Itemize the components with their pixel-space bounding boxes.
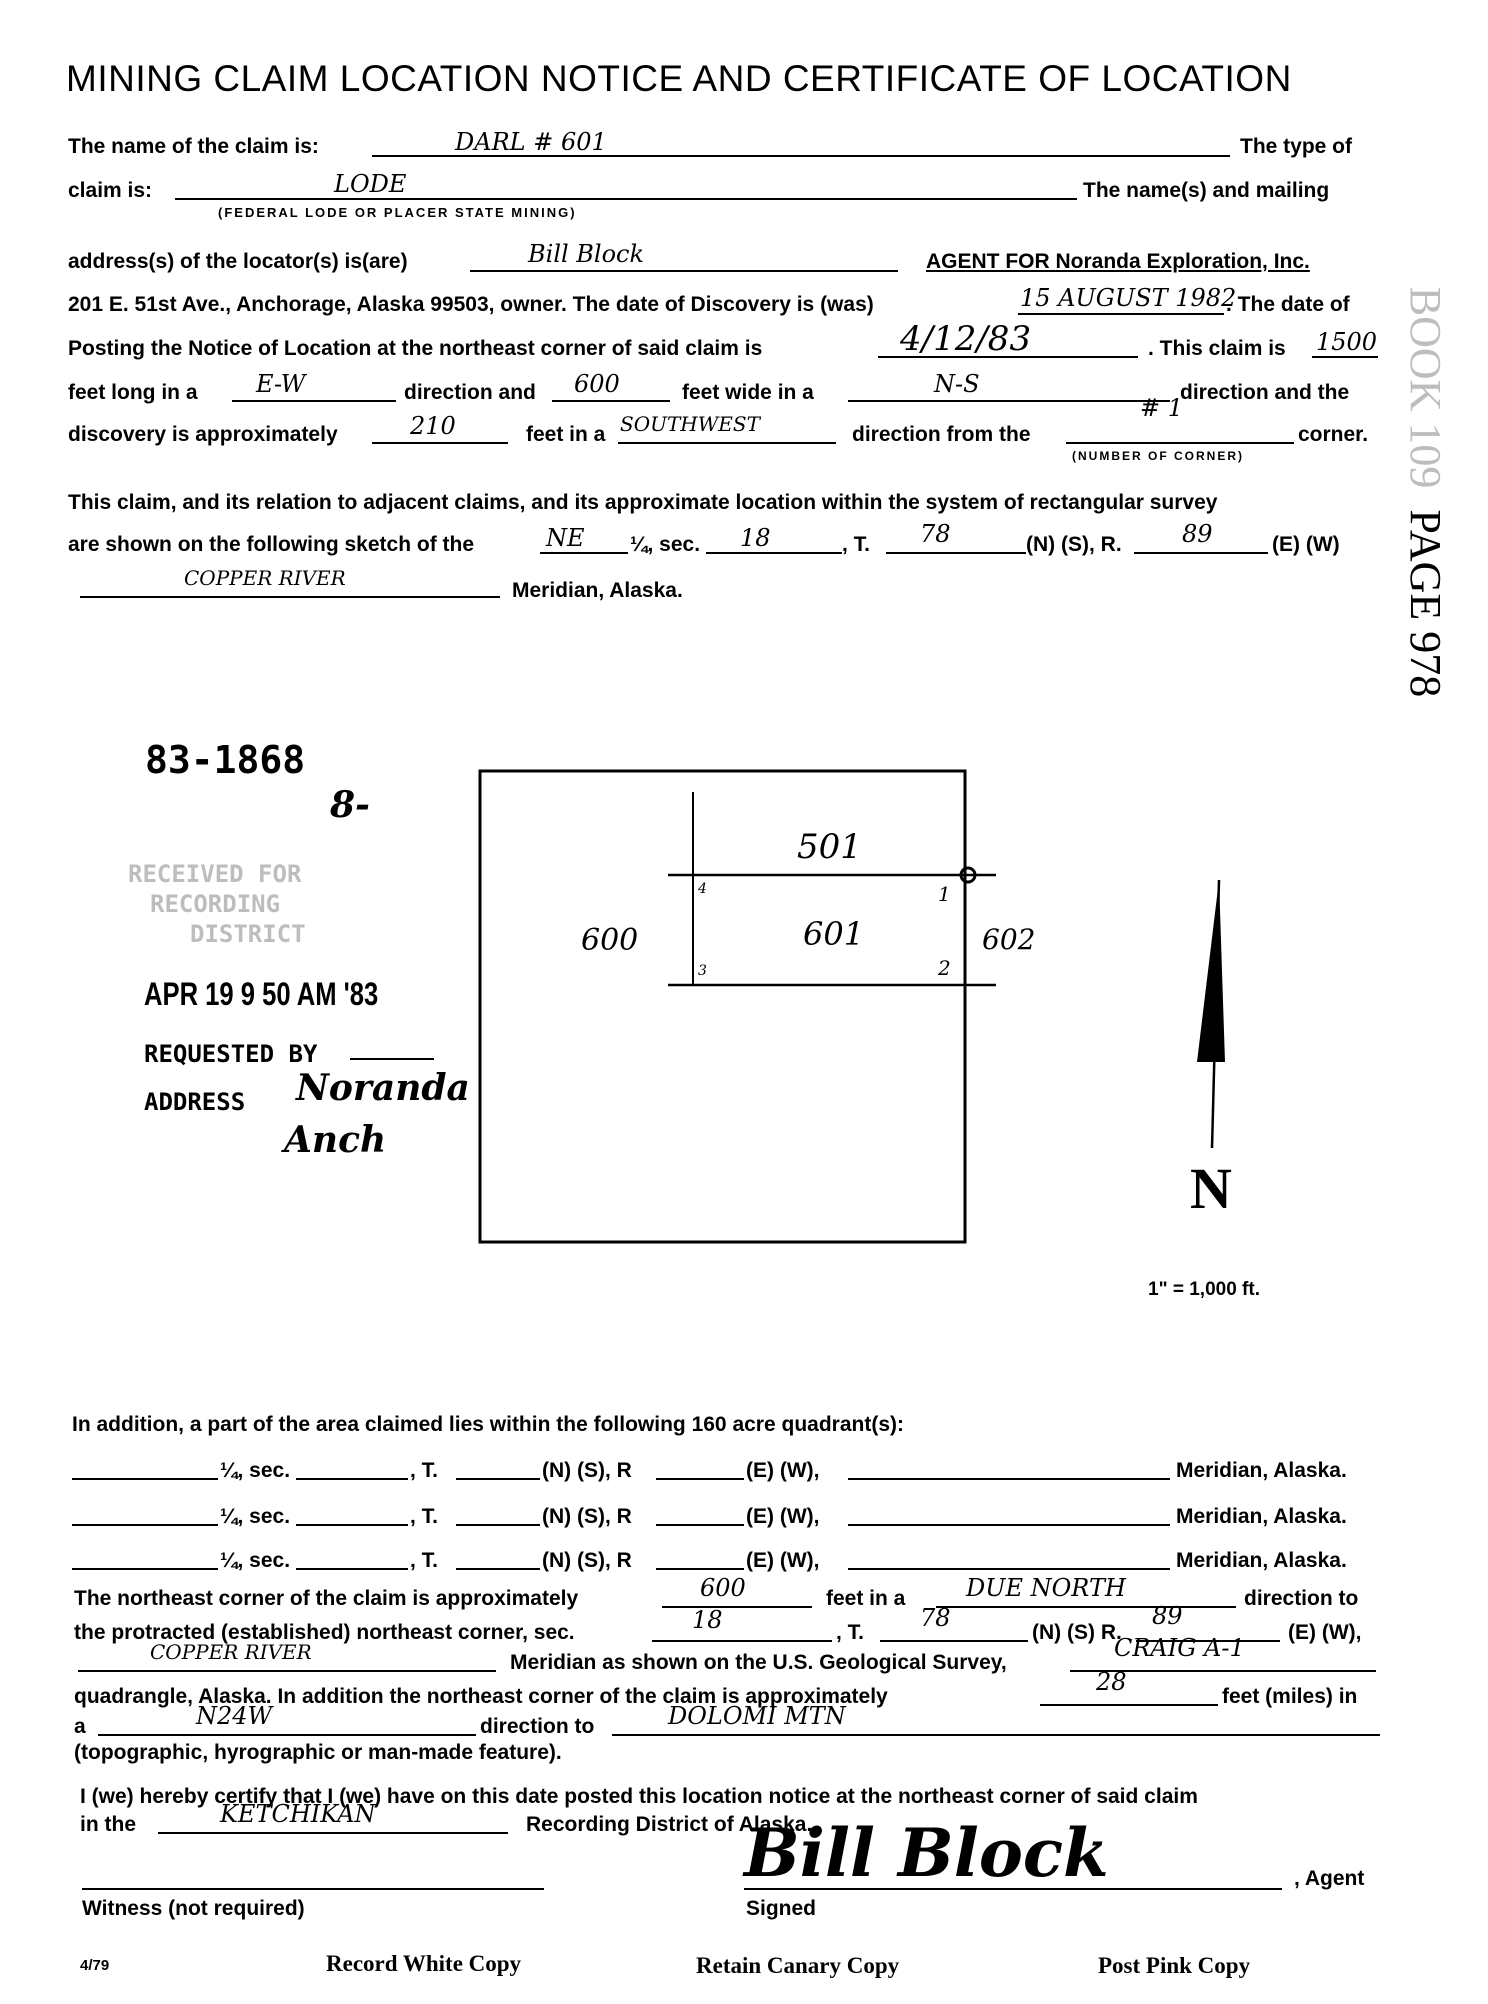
copy-retain: Retain Canary Copy	[696, 1953, 900, 1978]
corner-3-label: 3	[698, 963, 707, 979]
meridian-value: COPPER RIVER	[184, 566, 346, 590]
district-line	[158, 1832, 508, 1834]
ne-ns-label: (N) (S) R.	[1032, 1621, 1122, 1644]
address-handwritten-2: Anch	[284, 1119, 387, 1161]
claim-type-label: claim is:	[68, 179, 153, 202]
locator-label: address(s) of the locator(s) is(are)	[68, 250, 408, 273]
sketch-of-label: are shown on the following sketch of the	[68, 533, 475, 556]
direction-to-label: direction to	[1244, 1587, 1359, 1610]
a-label: a	[74, 1715, 86, 1738]
feature-distance-line	[1040, 1704, 1218, 1706]
north-arrow-head	[1197, 880, 1225, 1062]
claim-type-value: LODE	[334, 170, 407, 198]
signature-line	[744, 1888, 1282, 1890]
direction-and-the-label: direction and the	[1180, 381, 1350, 404]
discovery-approx-label: discovery is approximately	[68, 423, 338, 446]
signed-label: Signed	[746, 1897, 817, 1920]
twp-value: 78	[920, 520, 951, 548]
certify-text: I (we) hereby certify that I (we) have on this date posted this location notice at the northeast corner of said claim	[80, 1785, 1198, 1808]
claim-601-label: 601	[803, 915, 865, 953]
direction-from-label: direction from the	[852, 423, 1031, 446]
book-label: BOOK 109	[1401, 286, 1450, 489]
district-value: KETCHIKAN	[220, 1800, 376, 1828]
feature-direction-value: N24W	[196, 1702, 273, 1730]
ns-r-label: (N) (S), R.	[1026, 533, 1122, 556]
feet-in-a-label: feet in a	[526, 423, 606, 446]
sec-label: ¼, sec.	[630, 533, 701, 556]
claim-type-note: (FEDERAL LODE OR PLACER STATE MINING)	[218, 205, 577, 220]
north-label: N	[1190, 1156, 1232, 1221]
recording-number: 83-1868	[145, 738, 306, 782]
meridian-alaska-label: Meridian, Alaska.	[512, 579, 683, 602]
scale-label: 1" = 1,000 ft.	[1148, 1279, 1260, 1300]
feature-note: (topographic, hyrographic or man-made feature).	[74, 1741, 562, 1764]
claim-600-label: 600	[581, 923, 639, 958]
date-of-label: . The date of	[1226, 293, 1350, 316]
ne-meridian-line	[78, 1670, 496, 1672]
posting-date-value: 4/12/83	[900, 319, 1032, 359]
ne-twp-label: , T.	[836, 1621, 865, 1644]
ne-meridian-value: COPPER RIVER	[150, 1640, 312, 1664]
discovery-direction-value: SOUTHWEST	[620, 412, 760, 436]
ne-ew-label: (E) (W),	[1288, 1621, 1362, 1644]
ne-distance-value: 600	[700, 1574, 746, 1602]
recording-district-label: Recording District of Alaska.	[526, 1813, 813, 1836]
names-mailing-label: The name(s) and mailing	[1083, 179, 1330, 202]
corner-4-label: 4	[698, 881, 707, 897]
received-line-1: RECEIVED FOR	[128, 860, 302, 888]
ew-label: (E) (W)	[1272, 533, 1340, 556]
claim-width-value: 600	[574, 370, 620, 398]
signature: Bill Block	[744, 1814, 1109, 1892]
agent-label: , Agent	[1294, 1867, 1365, 1890]
claim-length-value: 1500	[1316, 328, 1378, 356]
quadrant-intro: In addition, a part of the area claimed lies within the following 160 acre quadrant(s):	[72, 1413, 904, 1436]
requested-by-label: REQUESTED BY	[144, 1040, 318, 1068]
ne-rng-value: 89	[1152, 1602, 1183, 1630]
claim-length-label: . This claim is	[1148, 337, 1286, 360]
wide-direction-value: N-S	[934, 370, 980, 398]
sec-value: 18	[740, 524, 771, 552]
ne-sec-line	[652, 1640, 832, 1642]
address-handwritten-1: Noranda	[296, 1067, 470, 1109]
feet-wide-label: feet wide in a	[682, 381, 814, 404]
ne-twp-line	[880, 1640, 1028, 1642]
feet-miles-label: feet (miles) in	[1222, 1685, 1358, 1708]
posting-label: Posting the Notice of Location at the northeast corner of said claim is	[68, 337, 763, 360]
feature-distance-value: 28	[1096, 1668, 1127, 1696]
corner-number-value: # 1	[1140, 394, 1184, 422]
quadrangle-label: quadrangle, Alaska. In addition the northeast corner of the claim is approximately	[74, 1685, 888, 1708]
page-label: PAGE 978	[1401, 509, 1450, 698]
corner-1-label: 1	[938, 882, 951, 906]
direction-and-label: direction and	[404, 381, 536, 404]
ne-distance-line	[662, 1606, 812, 1608]
received-line-3: DISTRICT	[190, 920, 306, 948]
discovery-distance-value: 210	[410, 412, 456, 440]
corner-note: (NUMBER OF CORNER)	[1072, 449, 1244, 463]
address-label: ADDRESS	[144, 1088, 246, 1116]
usgs-label: Meridian as shown on the U.S. Geological Survey,	[510, 1651, 1007, 1674]
ne-feet-label: feet in a	[826, 1587, 906, 1610]
witness-label: Witness (not required)	[82, 1897, 305, 1920]
twp-label: , T.	[842, 533, 871, 556]
claim-501-label: 501	[797, 827, 862, 867]
claim-602-label: 602	[982, 923, 1036, 956]
address-owner-text: 201 E. 51st Ave., Anchorage, Alaska 99503, owner. The date of Discovery is (was)	[68, 293, 874, 316]
received-line-2: RECORDING	[150, 890, 281, 918]
discovery-date-value: 15 AUGUST 1982	[1020, 284, 1237, 312]
recording-number-suffix: 8-	[330, 784, 370, 826]
copy-post: Post Pink Copy	[1098, 1953, 1251, 1978]
direction-to-feature-label: direction to	[480, 1715, 595, 1738]
corner-2-label: 2	[938, 956, 951, 980]
feature-value: DOLOMI MTN	[668, 1702, 846, 1730]
witness-line	[82, 1888, 544, 1890]
usgs-quad-value: CRAIG A-1	[1114, 1634, 1245, 1662]
ne-direction-line	[936, 1606, 1236, 1608]
type-of-label: The type of	[1240, 135, 1353, 158]
copy-record: Record White Copy	[326, 1951, 522, 1976]
relation-text: This claim, and its relation to adjacent claims, and its approximate location within the system of rectangular survey	[68, 491, 1218, 514]
claim-name-value: DARL # 601	[455, 128, 607, 156]
long-direction-value: E-W	[256, 370, 306, 398]
feature-direction-line	[98, 1734, 476, 1736]
feature-line	[612, 1734, 1380, 1736]
ne-sec-value: 18	[692, 1606, 723, 1634]
locator-value: Bill Block	[528, 240, 645, 268]
feet-long-label: feet long in a	[68, 381, 198, 404]
ne-twp-value: 78	[920, 1604, 951, 1632]
recording-datetime: APR 19 9 50 AM '83	[144, 976, 379, 1012]
protracted-label: the protracted (established) northeast corner, sec.	[74, 1621, 575, 1644]
rng-value: 89	[1182, 520, 1213, 548]
page-title: MINING CLAIM LOCATION NOTICE AND CERTIFICATE OF LOCATION	[66, 58, 1292, 99]
corner-label: corner.	[1298, 423, 1369, 446]
agent-for-label: AGENT FOR Noranda Exploration, Inc.	[926, 250, 1310, 273]
in-the-label: in the	[80, 1813, 136, 1836]
claim-name-label: The name of the claim is:	[68, 135, 319, 158]
sketch-frame	[480, 771, 965, 1242]
form-number: 4/79	[80, 1957, 110, 1974]
quarter-value: NE	[546, 524, 585, 552]
ne-corner-label: The northeast corner of the claim is approximately	[74, 1587, 579, 1610]
ne-direction-value: DUE NORTH	[966, 1574, 1126, 1602]
